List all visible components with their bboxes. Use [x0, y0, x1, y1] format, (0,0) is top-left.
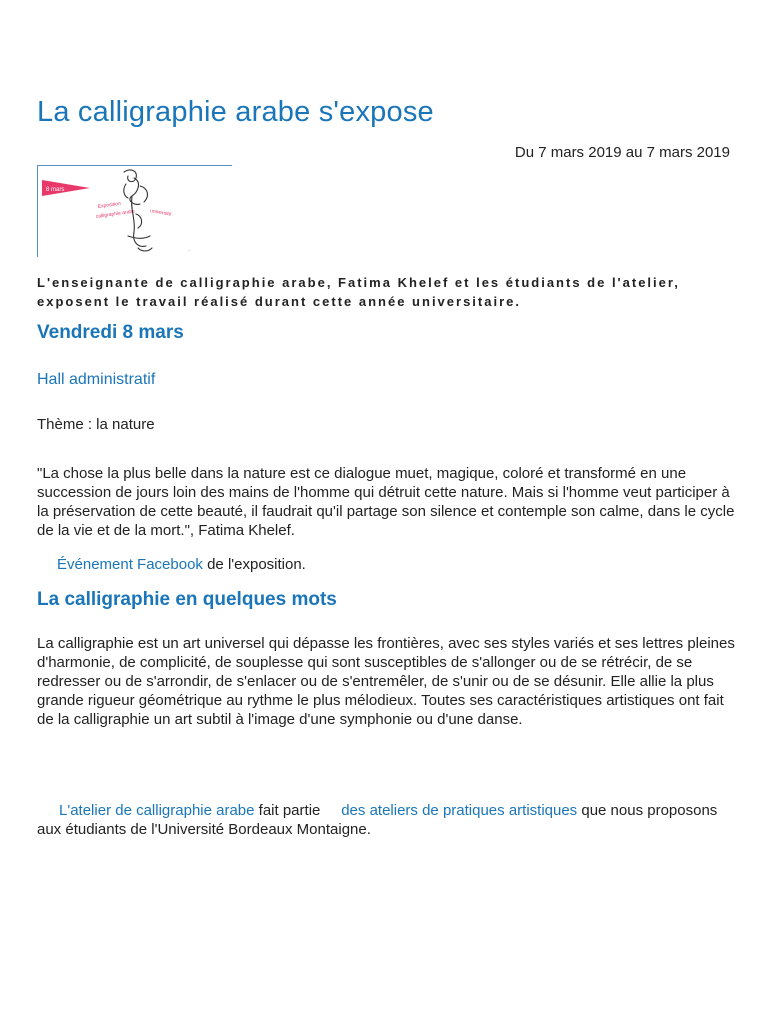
artist-signature: ~ [188, 248, 191, 253]
thumbnail-artwork [38, 166, 232, 257]
artist-quote: "La chose la plus belle dans la nature est ce dialogue muet, magique, coloré et transformé en une succession de jours loin des mains de l'homme qui détruit cette nature. Mais si l'homme veut participer à la préservation de cette beauté, il faudrait qu'il partage son silence et contemple son calme, dans le cycle de la vie et de la mort.", Fatima Khelef. [37, 465, 735, 539]
section-body: La calligraphie est un art universel qui dépasse les frontières, avec ses styles variés et ses lettres pleines d'harmonie, de complicité, de souplesse qui sont susceptibles de s'allonger ou de se rétrécir, de se redresser ou de s'arrondir, de s'enlacer ou de s'entremêler, de s'unir ou de se désunir. Elle allie la plus grande rigueur géométrique au rythme le plus mélodieux. Toutes ses caractéristiques artistiques ont fait de la calligraphie un art subtil à l'image d'une symphonie ou d'une danse. [37, 635, 735, 728]
section-heading: La calligraphie en quelques mots [37, 589, 337, 610]
closing-paragraph [37, 801, 737, 839]
facebook-line [57, 555, 737, 574]
badge-text: 8 mars [46, 187, 65, 193]
event-date-range: Du 7 mars 2019 au 7 mars 2019 [514, 144, 730, 161]
page-title: La calligraphie arabe s'expose [37, 96, 434, 128]
facebook-event-link[interactable]: Événement Facebook [57, 556, 203, 573]
ateliers-pratiques-link[interactable]: des ateliers de pratiques artistiques [341, 802, 578, 819]
thumb-caption-3: université [149, 208, 172, 218]
facebook-line-suffix: de l'exposition. [202, 556, 306, 573]
thumb-caption-1: Exposition [97, 200, 122, 210]
closing-middle: fait partie [254, 802, 325, 819]
closing-end: que nous proposons aux étudiants de l'Université Bordeaux Montaigne. [37, 802, 718, 838]
event-theme: Thème : la nature [37, 416, 155, 433]
event-thumbnail[interactable] [37, 165, 232, 257]
thumb-caption-2: calligraphie arabe [95, 208, 136, 220]
event-location: Hall administratif [37, 371, 156, 388]
event-day-heading: Vendredi 8 mars [37, 322, 184, 343]
atelier-link[interactable]: L'atelier de calligraphie arabe [59, 802, 255, 819]
article-lead: L'enseignante de calligraphie arabe, Fatima Khelef et les étudiants de l'atelier, exposent le travail réalisé durant cette année universitaire. [37, 275, 680, 309]
